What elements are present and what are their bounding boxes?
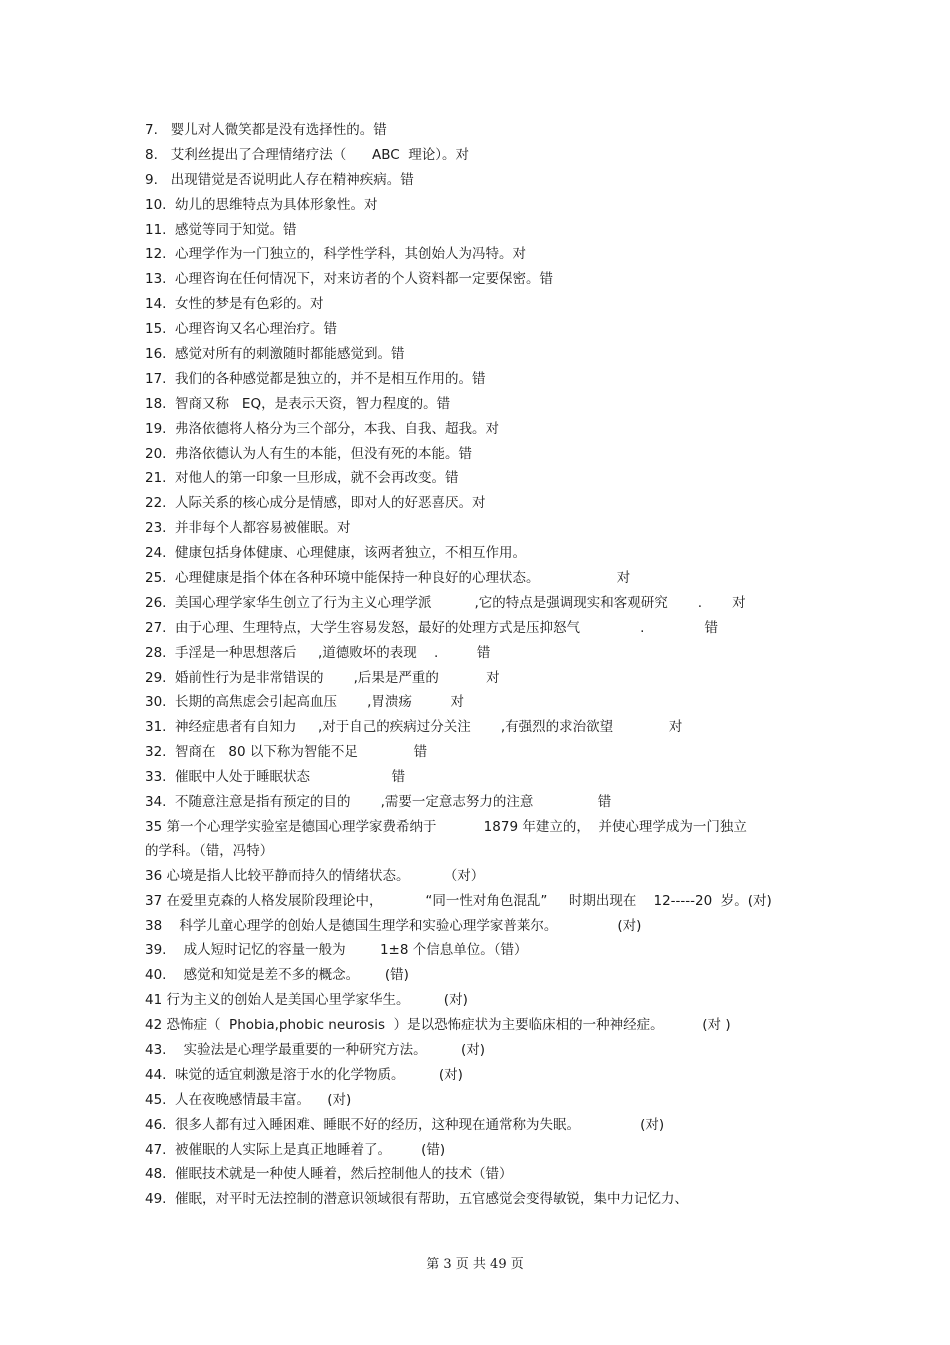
question-line: 26. 美国心理学家华生创立了行为主义心理学派 ,它的特点是强调现实和客观研究 . 对 [145, 594, 746, 611]
question-line: 11. 感觉等同于知觉。错 [145, 221, 297, 238]
question-line: 37 在爱里克森的人格发展阶段理论中， “同一性对角色混乱” 时期出现在 12-----20 岁。(对) [145, 892, 772, 909]
question-line: 44. 味觉的适宜刺激是溶于水的化学物质。 (对) [145, 1066, 463, 1083]
question-line: 41 行为主义的创始人是美国心里学家华生。 (对) [145, 992, 468, 1009]
question-line: 29. 婚前性行为是非常错误的 ,后果是严重的 对 [145, 669, 500, 686]
question-line: 47. 被催眠的人实际上是真正地睡着了。 (错) [145, 1141, 446, 1158]
question-line: 22. 人际关系的核心成分是情感，即对人的好恶喜厌。对 [145, 495, 486, 512]
question-line: 31. 神经症患者有自知力 ,对于自己的疾病过分关注 ,有强烈的求治欲望 对 [145, 719, 683, 736]
question-line: 21. 对他人的第一印象一旦形成，就不会再改变。错 [145, 470, 459, 487]
question-line: 20. 弗洛依德认为人有生的本能，但没有死的本能。错 [145, 445, 473, 462]
question-line: 28. 手淫是一种思想落后 ,道德败坏的表现 . 错 [145, 644, 491, 661]
question-line: 的学科。（错，冯特） [145, 842, 274, 859]
question-line: 15. 心理咨询又名心理治疗。错 [145, 321, 338, 338]
question-line: 49. 催眠，对平时无法控制的潜意识领域很有帮助，五官感觉会变得敏锐，集中力记忆力、 [145, 1191, 689, 1208]
question-line: 12. 心理学作为一门独立的，科学性学科，其创始人为冯特。对 [145, 246, 527, 263]
question-line: 38 科学儿童心理学的创始人是德国生理学和实验心理学家普莱尔。 (对) [145, 917, 642, 934]
question-line: 45. 人在夜晚感情最丰富。 (对) [145, 1091, 352, 1108]
question-line: 19. 弗洛依德将人格分为三个部分，本我、自我、超我。对 [145, 420, 500, 437]
question-line: 34. 不随意注意是指有预定的目的 ,需要一定意志努力的注意 错 [145, 794, 612, 811]
question-line: 10. 幼儿的思维特点为具体形象性。对 [145, 196, 378, 213]
question-line: 7. 婴儿对人微笑都是没有选择性的。错 [145, 122, 387, 138]
question-line: 40. 感觉和知觉是差不多的概念。 (错) [145, 967, 409, 984]
question-line: 35 第一个心理学实验室是德国心理学家费希纳于 1879 年建立的， 并使心理学成为一门独立 [145, 818, 747, 835]
question-line: 36 心境是指人比较平静而持久的情绪状态。 （对） [145, 867, 485, 884]
question-line: 13. 心理咨询在任何情况下，对来访者的个人资料都一定要保密。错 [145, 271, 554, 288]
question-line: 27. 由于心理、生理特点，大学生容易发怒，最好的处理方式是压抑怒气 . 错 [145, 619, 718, 636]
question-line: 24. 健康包括身体健康、心理健康，该两者独立，不相互作用。 [145, 545, 527, 562]
question-line: 25. 心理健康是指个体在各种环境中能保持一种良好的心理状态。 对 [145, 570, 631, 587]
question-line: 9. 出现错觉是否说明此人存在精神疾病。错 [145, 171, 414, 188]
question-line: 17. 我们的各种感觉都是独立的，并不是相互作用的。错 [145, 370, 486, 387]
question-line: 32. 智商在 80 以下称为智能不足 错 [145, 744, 428, 761]
question-line: 30. 长期的高焦虑会引起高血压 ,胃溃疡 对 [145, 694, 465, 711]
question-line: 42 恐怖症（ Phobia,phobic neurosis ）是以恐怖症状为主要临床相的一种神经症。 (对 ) [145, 1017, 731, 1034]
page-footer: 第 3 页 共 49 页 [426, 1257, 524, 1272]
question-line: 18. 智商又称 EQ，是表示天资，智力程度的。错 [145, 395, 451, 412]
question-line: 8. 艾利丝提出了合理情绪疗法（ ABC 理论）。对 [145, 146, 470, 163]
question-line: 43. 实验法是心理学最重要的一种研究方法。 (对) [145, 1041, 485, 1058]
question-line: 33. 催眠中人处于睡眠状态 错 [145, 769, 406, 786]
question-line: 14. 女性的梦是有色彩的。对 [145, 296, 324, 313]
question-line: 23. 并非每个人都容易被催眠。对 [145, 520, 351, 537]
question-list [145, 118, 815, 1212]
question-line: 48. 催眠技术就是一种使人睡着，然后控制他人的技术（错） [145, 1166, 513, 1183]
question-line: 16. 感觉对所有的刺激随时都能感觉到。错 [145, 346, 405, 363]
question-line: 46. 很多人都有过入睡困难、睡眠不好的经历，这种现在通常称为失眠。 (对) [145, 1116, 665, 1133]
question-line: 39. 成人短时记忆的容量一般为 1±8 个信息单位。（错） [145, 942, 528, 959]
